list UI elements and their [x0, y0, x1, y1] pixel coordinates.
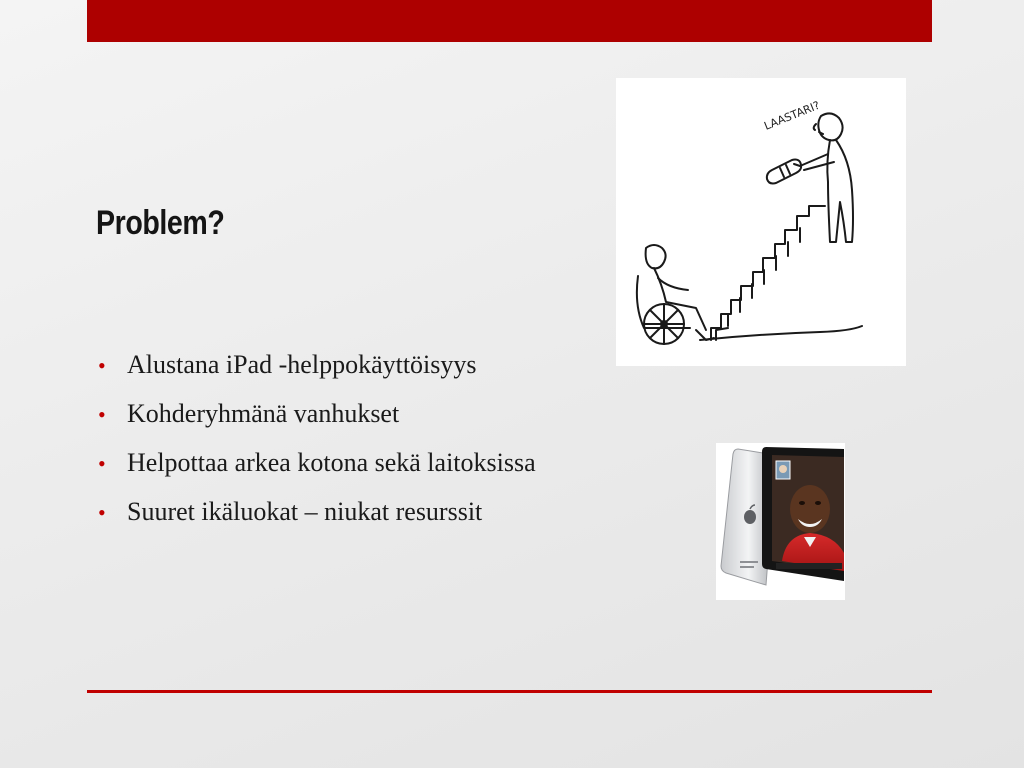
slide-title: Problem?: [96, 204, 225, 242]
bullet-list: [98, 340, 536, 536]
bullet-text: Suuret ikäluokat – niukat resurssit: [127, 497, 483, 526]
bullet-icon: •: [98, 451, 106, 476]
wheelchair-stairs-cartoon: [616, 78, 906, 366]
bullet-text: Alustana iPad -helppokäyttöisyys: [127, 350, 477, 379]
list-item: [98, 340, 536, 389]
list-item: [98, 438, 536, 487]
top-accent-bar: [87, 0, 932, 42]
bullet-text: Helpottaa arkea kotona sekä laitoksissa: [127, 448, 536, 477]
ipad-facetime-photo: [716, 443, 845, 600]
cartoon-caption: LAASTARI?: [762, 98, 822, 133]
bullet-text: Kohderyhmänä vanhukset: [127, 399, 400, 428]
list-item: [98, 389, 536, 438]
bandage-icon: [767, 160, 801, 184]
bullet-icon: •: [98, 402, 106, 427]
bottom-rule: [87, 690, 932, 693]
list-item: [98, 487, 536, 536]
bullet-icon: •: [98, 500, 106, 525]
bullet-icon: •: [98, 353, 106, 378]
